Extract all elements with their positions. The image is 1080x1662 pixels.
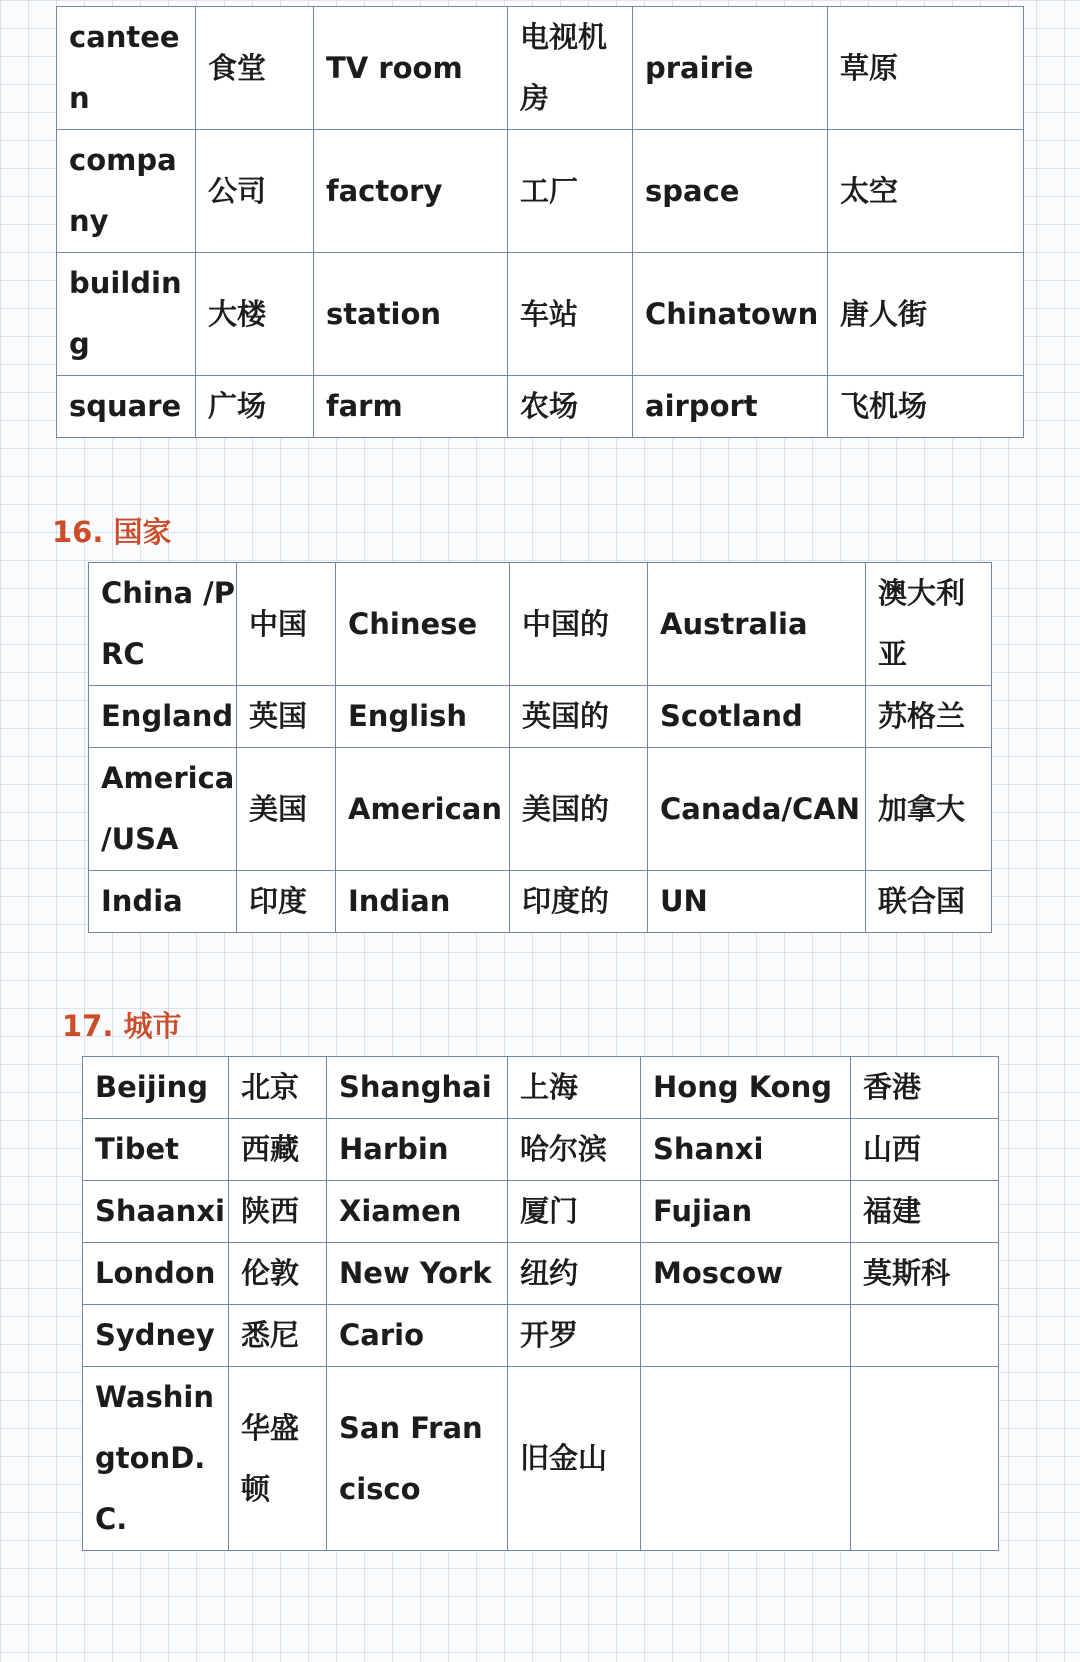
vocab-chinese-cell: 西藏 <box>229 1119 327 1181</box>
vocab-chinese-cell: 福建 <box>851 1181 999 1243</box>
vocab-chinese-cell: 香港 <box>851 1057 999 1119</box>
vocab-english-cell: America /USA <box>89 748 237 871</box>
vocab-chinese-cell: 旧金山 <box>508 1367 641 1551</box>
countries-vocabulary-table <box>88 562 992 933</box>
vocab-chinese-cell: 唐人街 <box>828 253 1024 376</box>
vocab-english-cell: Shaanxi <box>83 1181 229 1243</box>
vocab-english-cell: Cario <box>327 1305 508 1367</box>
vocab-chinese-cell: 山西 <box>851 1119 999 1181</box>
vocab-chinese-cell: 纽约 <box>508 1243 641 1305</box>
vocab-chinese-cell: 悉尼 <box>229 1305 327 1367</box>
section-title-cities: 17. 城市 <box>62 1009 182 1043</box>
vocab-chinese-cell: 陕西 <box>229 1181 327 1243</box>
vocab-chinese-cell: 厦门 <box>508 1181 641 1243</box>
vocab-chinese-cell: 工厂 <box>508 130 633 253</box>
table-row <box>57 7 1024 130</box>
vocab-english-cell: farm <box>314 376 508 438</box>
table-row <box>83 1181 999 1243</box>
vocab-english-cell: India <box>89 871 237 933</box>
vocab-english-cell: Shanxi <box>641 1119 851 1181</box>
vocab-chinese-cell: 农场 <box>508 376 633 438</box>
vocab-chinese-cell: 车站 <box>508 253 633 376</box>
vocab-english-cell: Harbin <box>327 1119 508 1181</box>
vocab-chinese-cell: 广场 <box>196 376 314 438</box>
table-row <box>57 376 1024 438</box>
vocab-english-cell: Moscow <box>641 1243 851 1305</box>
vocab-chinese-cell: 太空 <box>828 130 1024 253</box>
places-vocabulary-table <box>56 6 1024 438</box>
vocab-english-cell: prairie <box>633 7 828 130</box>
vocab-chinese-cell: 哈尔滨 <box>508 1119 641 1181</box>
vocab-english-cell: New York <box>327 1243 508 1305</box>
vocab-english-cell: Fujian <box>641 1181 851 1243</box>
vocab-chinese-cell: 中国的 <box>510 563 648 686</box>
vocab-english-cell: Scotland <box>648 686 866 748</box>
table-row <box>57 253 1024 376</box>
vocab-english-cell: American <box>336 748 510 871</box>
vocab-english-cell: China /PRC <box>89 563 237 686</box>
vocab-english-cell: English <box>336 686 510 748</box>
vocab-english-cell: WashingtonD.C. <box>83 1367 229 1551</box>
vocab-chinese-cell: 美国 <box>237 748 336 871</box>
table-row <box>89 748 992 871</box>
vocab-english-cell: Indian <box>336 871 510 933</box>
cities-vocabulary-table <box>82 1056 999 1551</box>
section-title-countries: 16. 国家 <box>52 515 172 549</box>
vocab-english-cell: Hong Kong <box>641 1057 851 1119</box>
vocab-chinese-cell: 印度 <box>237 871 336 933</box>
empty-cell <box>851 1305 999 1367</box>
vocab-chinese-cell: 苏格兰 <box>866 686 992 748</box>
vocab-chinese-cell: 公司 <box>196 130 314 253</box>
vocab-chinese-cell: 华盛顿 <box>229 1367 327 1551</box>
vocab-chinese-cell: 莫斯科 <box>851 1243 999 1305</box>
vocab-chinese-cell: 电视机房 <box>508 7 633 130</box>
vocab-chinese-cell: 美国的 <box>510 748 648 871</box>
vocab-english-cell: San Francisco <box>327 1367 508 1551</box>
vocab-english-cell: square <box>57 376 196 438</box>
vocab-chinese-cell: 英国的 <box>510 686 648 748</box>
table-row <box>89 871 992 933</box>
vocab-chinese-cell: 草原 <box>828 7 1024 130</box>
vocab-chinese-cell: 联合国 <box>866 871 992 933</box>
table-row <box>57 130 1024 253</box>
vocab-english-cell: canteen <box>57 7 196 130</box>
vocab-english-cell: factory <box>314 130 508 253</box>
vocab-english-cell: UN <box>648 871 866 933</box>
vocab-english-cell: space <box>633 130 828 253</box>
vocab-chinese-cell: 飞机场 <box>828 376 1024 438</box>
vocab-chinese-cell: 开罗 <box>508 1305 641 1367</box>
vocab-chinese-cell: 英国 <box>237 686 336 748</box>
vocab-english-cell: Shanghai <box>327 1057 508 1119</box>
vocab-chinese-cell: 印度的 <box>510 871 648 933</box>
vocab-english-cell: building <box>57 253 196 376</box>
empty-cell <box>641 1367 851 1551</box>
vocab-english-cell: Tibet <box>83 1119 229 1181</box>
vocab-english-cell: Sydney <box>83 1305 229 1367</box>
vocab-english-cell: Xiamen <box>327 1181 508 1243</box>
vocab-english-cell: Chinatown <box>633 253 828 376</box>
vocab-english-cell: Canada/CAN <box>648 748 866 871</box>
vocab-chinese-cell: 澳大利亚 <box>866 563 992 686</box>
table-row <box>89 563 992 686</box>
table-row <box>83 1367 999 1551</box>
table-row <box>83 1119 999 1181</box>
vocab-english-cell: Beijing <box>83 1057 229 1119</box>
vocab-chinese-cell: 加拿大 <box>866 748 992 871</box>
table-row <box>83 1057 999 1119</box>
table-row <box>83 1305 999 1367</box>
vocab-chinese-cell: 伦敦 <box>229 1243 327 1305</box>
vocab-chinese-cell: 北京 <box>229 1057 327 1119</box>
vocab-english-cell: London <box>83 1243 229 1305</box>
table-row <box>89 686 992 748</box>
vocab-chinese-cell: 上海 <box>508 1057 641 1119</box>
vocab-chinese-cell: 大楼 <box>196 253 314 376</box>
vocab-english-cell: station <box>314 253 508 376</box>
vocab-chinese-cell: 中国 <box>237 563 336 686</box>
vocab-english-cell: Australia <box>648 563 866 686</box>
vocab-english-cell: company <box>57 130 196 253</box>
table-row <box>83 1243 999 1305</box>
vocab-english-cell: airport <box>633 376 828 438</box>
vocab-english-cell: England <box>89 686 237 748</box>
empty-cell <box>641 1305 851 1367</box>
empty-cell <box>851 1367 999 1551</box>
vocab-chinese-cell: 食堂 <box>196 7 314 130</box>
vocab-english-cell: TV room <box>314 7 508 130</box>
vocab-english-cell: Chinese <box>336 563 510 686</box>
